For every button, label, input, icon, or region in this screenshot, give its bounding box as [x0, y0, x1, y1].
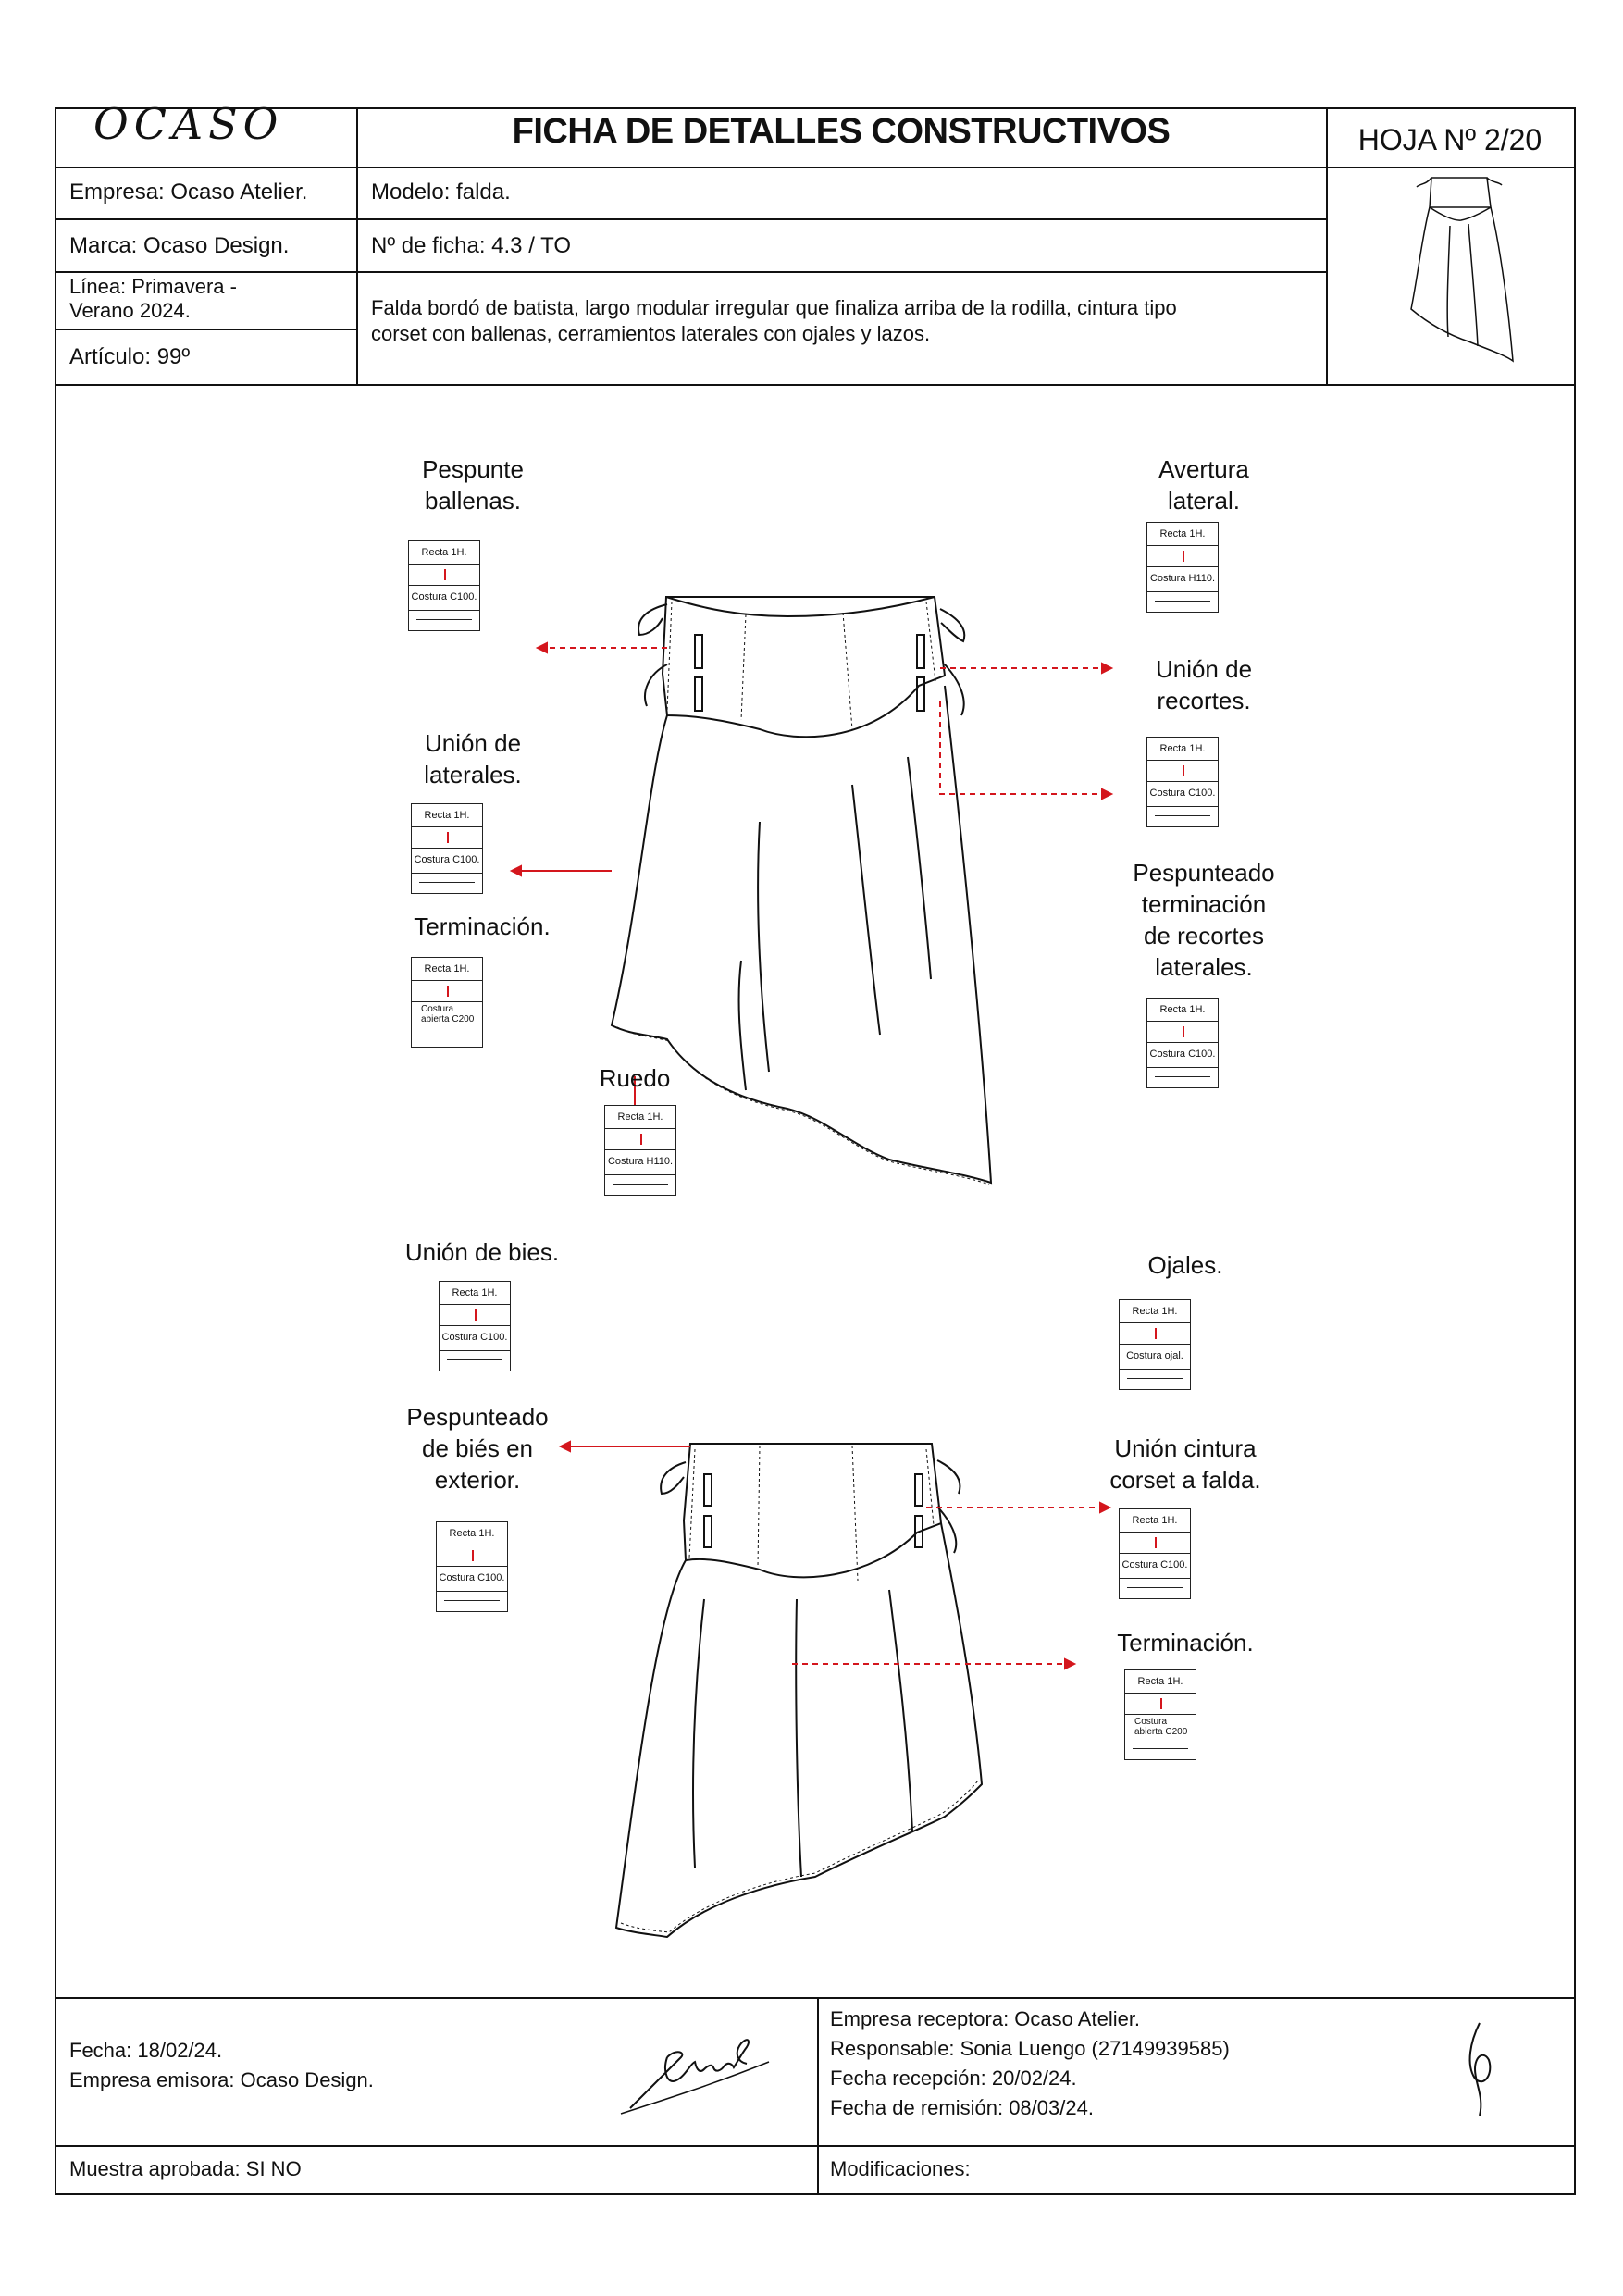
divider: [56, 271, 1326, 273]
annotation-line: ballenas.: [424, 487, 522, 515]
stitch-label-c100: [439, 1281, 511, 1371]
stitch-type: Recta 1H.: [1159, 743, 1206, 754]
linea-value: Primavera -: [131, 275, 237, 298]
stitch-label-c100: [1146, 737, 1219, 827]
stitch-type: Recta 1H.: [1132, 1515, 1178, 1526]
signature-icon: [612, 2006, 797, 2127]
stitch-seam: Costura: [421, 1004, 454, 1014]
divider: [56, 218, 1326, 220]
ficha-field: Nº de ficha: 4.3 / TO: [371, 233, 571, 258]
modelo-field: Modelo: falda.: [371, 180, 511, 205]
stitch-seam: abierta C200: [1134, 1727, 1188, 1737]
annotation-line: Unión de: [424, 729, 522, 757]
annotation-line: Pespunteado: [1133, 859, 1275, 887]
fecha-remision: Fecha de remisión: 08/03/24.: [830, 2096, 1094, 2119]
annotation-line: de biés en: [422, 1434, 533, 1462]
technical-drawing: [56, 387, 1574, 2108]
annotation-line: exterior.: [434, 1466, 521, 1494]
articulo-field: Artículo: 99º: [69, 344, 191, 369]
stitch-type: Recta 1H.: [449, 1528, 495, 1539]
stitch-label-c100: [436, 1521, 508, 1612]
stitch-type: Recta 1H.: [1132, 1306, 1178, 1317]
annotation-ojales: Ojales.: [1147, 1251, 1223, 1279]
stitch-seam: Costura C100.: [1121, 1559, 1188, 1570]
annotation-terminacion: Terminación.: [414, 912, 551, 940]
muestra-aprobada: Muestra aprobada: SI NO: [69, 2157, 302, 2180]
annotation-line: Unión de: [1155, 655, 1253, 683]
annotation-line: Avertura: [1158, 455, 1249, 483]
stitch-label-h110: [1146, 522, 1219, 613]
annotation-union-cintura: [1084, 1433, 1287, 1496]
divider: [56, 2145, 1574, 2147]
page-title: FICHA DE DETALLES CONSTRUCTIVOS: [512, 112, 1171, 151]
stitch-label-ojal: [1119, 1299, 1191, 1390]
description-line: corset con ballenas, cerramientos laterales con ojales y lazos.: [371, 322, 931, 345]
skirt-thumbnail: [1330, 170, 1572, 381]
stitch-seam: Costura H110.: [607, 1156, 674, 1167]
annotation-union-recortes: [1121, 653, 1287, 716]
stitch-label-c200: [1124, 1669, 1196, 1760]
empresa-value: Ocaso Atelier.: [170, 180, 308, 205]
modificaciones: Modificaciones:: [830, 2157, 971, 2180]
description-line: Falda bordó de batista, largo modular irregular que finaliza arriba de la rodilla, cintura tipo: [371, 296, 1177, 319]
annotation-union-laterales: [390, 727, 556, 790]
stitch-seam: Costura C100.: [439, 1572, 505, 1583]
linea-field: [69, 275, 237, 323]
sheet-number: HOJA Nº 2/20: [1357, 123, 1542, 156]
stitch-seam: Costura C100.: [1149, 1049, 1216, 1060]
stitch-type: Recta 1H.: [421, 547, 467, 558]
stitch-seam: Costura: [1134, 1717, 1168, 1727]
annotation-union-bies: Unión de bies.: [404, 1238, 560, 1266]
stitch-type: Recta 1H.: [1159, 1004, 1206, 1015]
annotation-line: de recortes: [1143, 922, 1265, 949]
stitch-seam: Costura ojal.: [1126, 1350, 1183, 1361]
annotation-terminacion-back: Terminación.: [1117, 1629, 1254, 1657]
responsable: Responsable: Sonia Luengo (27149939585): [830, 2037, 1230, 2060]
stitch-label-h110: [604, 1105, 676, 1196]
annotation-pespunteado-terminacion: [1093, 857, 1315, 983]
stitch-label-c100: [411, 803, 483, 894]
linea-label: Línea:: [69, 275, 127, 298]
divider: [817, 1997, 819, 2193]
annotation-pespunteado-bies: [390, 1401, 565, 1496]
stitch-type: Recta 1H.: [617, 1111, 663, 1123]
stitch-seam: abierta C200: [421, 1014, 475, 1024]
annotation-line: Pespunteado: [406, 1403, 549, 1431]
annotation-line: laterales.: [424, 761, 522, 788]
annotation-line: Unión cintura: [1114, 1434, 1257, 1462]
divider: [56, 167, 1574, 168]
description: [371, 295, 1315, 347]
annotation-line: terminación: [1141, 890, 1267, 918]
empresa-emisora: Empresa emisora: Ocaso Design.: [69, 2068, 374, 2091]
stitch-label-c100: [408, 540, 480, 631]
annotation-avertura-lateral: [1121, 453, 1287, 516]
stitch-seam: Costura H110.: [1149, 573, 1216, 584]
divider: [356, 109, 358, 384]
divider: [56, 384, 1574, 386]
spec-sheet: [55, 99, 1576, 2195]
stitch-type: Recta 1H.: [424, 963, 470, 974]
brand-logo: OCASO: [93, 99, 284, 149]
stitch-label-c100: [1146, 998, 1219, 1088]
annotation-line: Pespunte: [422, 455, 524, 483]
empresa-receptora: Empresa receptora: Ocaso Atelier.: [830, 2007, 1141, 2030]
marca-field: [69, 233, 289, 259]
annotation-line: recortes.: [1157, 687, 1251, 714]
footer-emisor: [69, 2036, 374, 2095]
empresa-label: Empresa:: [69, 180, 165, 205]
front-skirt-sketch: [612, 597, 991, 1937]
marca-label: Marca:: [69, 233, 138, 258]
marca-value: Ocaso Design.: [143, 233, 290, 258]
divider: [56, 1997, 1574, 1999]
stitch-type: Recta 1H.: [1137, 1676, 1183, 1687]
stitch-seam: Costura C100.: [411, 591, 477, 602]
annotation-pespunte-ballenas: [390, 453, 556, 516]
stitch-type: Recta 1H.: [452, 1287, 498, 1298]
stitch-label-c200: [411, 957, 483, 1048]
stitch-seam: Costura C100.: [414, 854, 480, 865]
annotation-line: laterales.: [1155, 953, 1253, 981]
stitch-seam: Costura C100.: [1149, 788, 1216, 799]
annotation-line: lateral.: [1167, 487, 1241, 515]
fecha: Fecha: 18/02/24.: [69, 2039, 223, 2062]
stitch-type: Recta 1H.: [424, 810, 470, 821]
annotation-ruedo: Ruedo: [599, 1064, 671, 1092]
stitch-label-c100: [1119, 1508, 1191, 1599]
divider: [56, 329, 356, 330]
fecha-recepcion: Fecha recepción: 20/02/24.: [830, 2066, 1077, 2090]
signature-icon: [1452, 2014, 1507, 2125]
stitch-seam: Costura C100.: [441, 1332, 508, 1343]
annotation-line: corset a falda.: [1109, 1466, 1261, 1494]
linea-value-2: Verano 2024.: [69, 299, 191, 322]
stitch-type: Recta 1H.: [1159, 528, 1206, 540]
footer-receptor: [830, 2004, 1230, 2123]
empresa-field: [69, 180, 307, 205]
